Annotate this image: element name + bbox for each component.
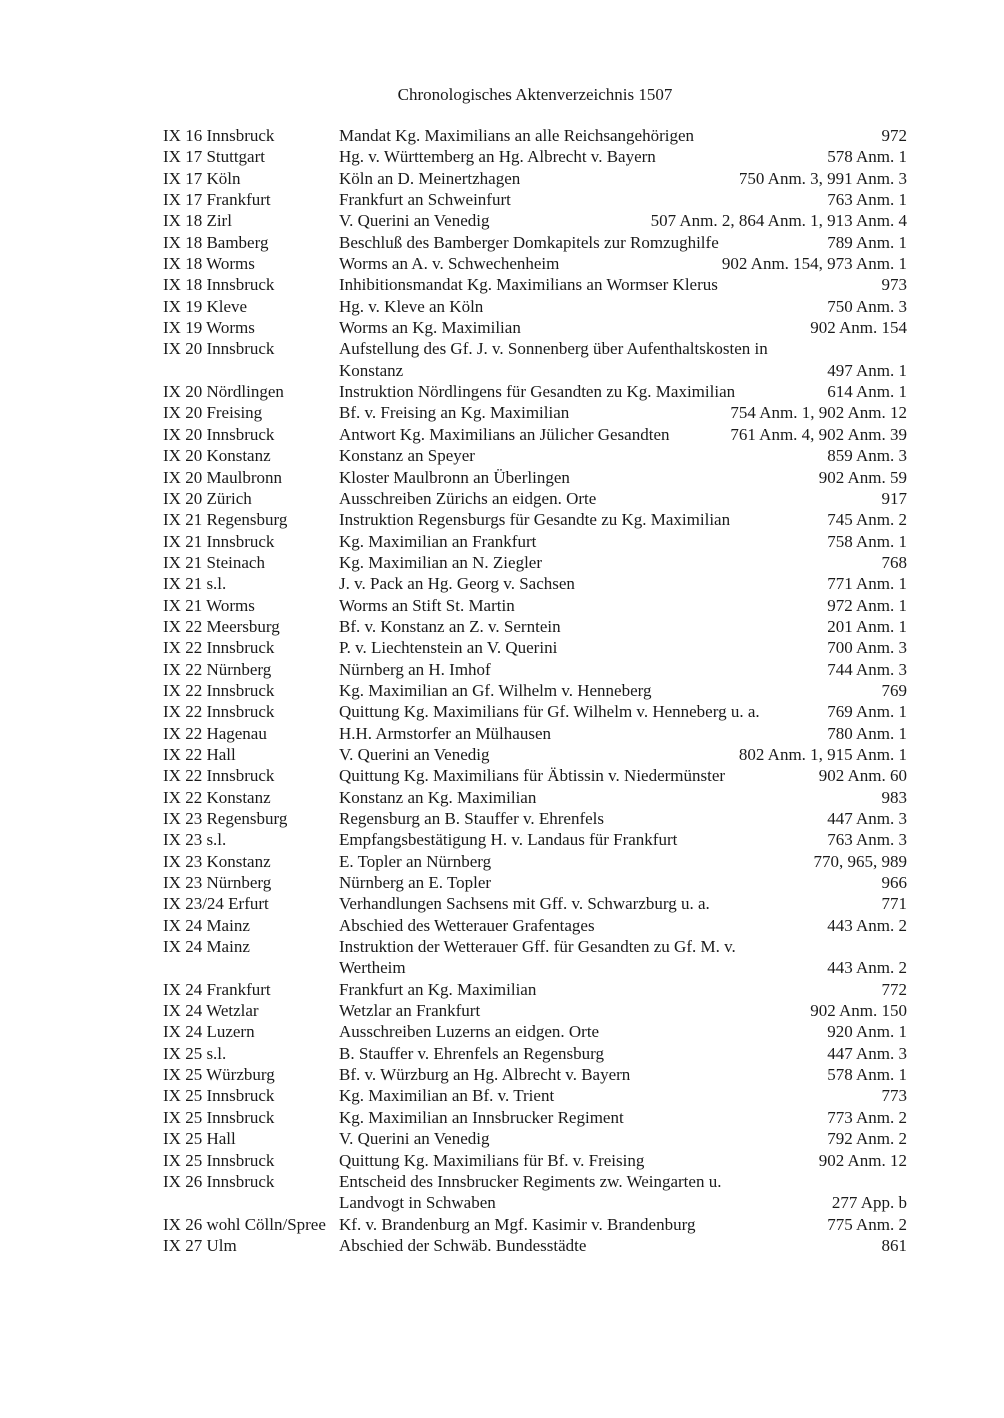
entry-reference: 972 Anm. 1 [827,595,907,615]
entry-reference: 201 Anm. 1 [827,616,907,636]
list-item [163,979,907,1000]
entry-date-place: IX 23 s.l. [163,830,227,850]
entry-date-place: IX 20 Maulbronn [163,467,282,487]
list-item [163,1107,907,1128]
list-item [163,467,907,488]
entry-reference: 745 Anm. 2 [827,510,907,530]
entry-description: Inhibitionsmandat Kg. Maximilians an Wormser Klerus [339,275,718,295]
entry-description: Antwort Kg. Maximilians an Jülicher Gesandten [339,424,670,444]
list-item [163,829,907,850]
list-item [163,936,907,979]
entry-date-place: IX 20 Freising [163,403,263,423]
entry-description: Kg. Maximilian an Bf. v. Trient [339,1086,555,1106]
entry-description: Nürnberg an H. Imhof [339,659,491,679]
list-item [163,402,907,423]
entry-description: Kg. Maximilian an Frankfurt [339,531,537,551]
entry-date-place: IX 20 Nördlingen [163,382,284,402]
entry-description: Instruktion der Wetterauer Gff. für Gesandten zu Gf. M. v. Wertheim [339,937,736,978]
entry-description: Bf. v. Würzburg an Hg. Albrecht v. Bayern [339,1065,631,1085]
entry-reference: 861 [881,1235,908,1255]
list-item [163,552,907,573]
list-item [163,915,907,936]
entry-date-place: IX 25 Innsbruck [163,1086,275,1106]
entry-reference: 770, 965, 989 [813,851,907,871]
entry-date-place: IX 25 s.l. [163,1043,227,1063]
entry-description: V. Querini an Venedig [339,1129,490,1149]
entry-reference: 789 Anm. 1 [827,232,907,252]
list-item [163,338,907,381]
entry-description: V. Querini an Venedig [339,211,490,231]
entry-description: Worms an A. v. Schwechenheim [339,254,560,274]
entry-reference: 973 [881,275,907,295]
entry-description: Worms an Stift St. Martin [339,595,515,615]
entry-date-place: IX 20 Innsbruck [163,339,275,359]
entry-date-place: IX 21 Innsbruck [163,531,275,551]
entry-reference: 902 Anm. 150 [810,1001,907,1021]
entry-date-place: IX 25 Hall [163,1129,236,1149]
entry-description: Abschied des Wetterauer Grafentages [339,915,595,935]
entry-description: Aufstellung des Gf. J. v. Sonnenberg über Aufenthaltskosten in Konstanz [339,339,768,380]
entry-reference: 700 Anm. 3 [827,638,908,658]
entry-date-place: IX 24 Luzern [163,1022,255,1042]
entry-date-place: IX 25 Würzburg [163,1065,275,1085]
entry-date-place: IX 22 Innsbruck [163,766,275,786]
entry-description: Kg. Maximilian an Innsbrucker Regiment [339,1107,624,1127]
entry-date-place: IX 16 Innsbruck [163,126,275,145]
entry-date-place: IX 23 Nürnberg [163,873,272,893]
entry-reference: 920 Anm. 1 [827,1022,908,1042]
list-item [163,723,907,744]
entry-reference: 902 Anm. 12 [818,1150,908,1170]
entry-date-place: IX 22 Konstanz [163,787,271,807]
entry-date-place: IX 18 Zirl [163,211,232,231]
entry-date-place: IX 23 Regensburg [163,809,288,828]
entry-reference: 763 Anm. 1 [827,190,907,210]
entry-description: H.H. Armstorfer an Mülhausen [339,723,551,743]
list-item [163,1214,907,1235]
entry-date-place: IX 17 Köln [163,168,241,188]
entry-description: Wetzlar an Frankfurt [339,1001,481,1021]
entry-date-place: IX 22 Hall [163,744,236,764]
entry-reference: 772 [881,979,908,999]
entry-description: Empfangsbestätigung H. v. Landaus für Frankfurt [339,830,678,850]
entry-reference: 769 Anm. 1 [827,702,907,722]
list-item [163,744,907,765]
entry-description: Quittung Kg. Maximilians für Gf. Wilhelm v. Henneberg u. a. [339,702,760,722]
entry-description: Kg. Maximilian an Gf. Wilhelm v. Henneberg [339,680,652,700]
entry-date-place: IX 19 Worms [163,318,255,338]
list-item [163,1064,907,1085]
entry-date-place: IX 24 Mainz [163,915,250,935]
entry-date-place: IX 21 Steinach [163,552,265,572]
entry-description: Frankfurt an Schweinfurt [339,190,511,210]
entry-description: Entscheid des Innsbrucker Regiments zw. Weingarten u. Landvogt in Schwaben [339,1171,722,1213]
entry-reference: 754 Anm. 1, 902 Anm. 12 [730,403,908,423]
list-item [163,1128,907,1149]
entry-reference: 966 [881,873,907,893]
entry-description: Worms an Kg. Maximilian [339,318,521,338]
entry-date-place: IX 18 Worms [163,254,255,274]
entry-description: Regensburg an B. Stauffer v. Ehrenfels [339,809,605,828]
entry-date-place: IX 20 Konstanz [163,446,271,466]
list-item [163,125,907,146]
list-item [163,1085,907,1106]
entry-reference: 773 Anm. 2 [827,1107,907,1127]
entry-reference: 447 Anm. 3 [827,809,908,828]
entry-reference: 614 Anm. 1 [827,382,907,402]
entry-description: Abschied der Schwäb. Bundesstädte [339,1235,587,1255]
entry-reference: 902 Anm. 60 [818,766,908,786]
entry-date-place: IX 24 Mainz [163,937,250,957]
entry-date-place: IX 20 Zürich [163,488,252,508]
entry-reference: 507 Anm. 2, 864 Anm. 1, 913 Anm. 4 [650,211,907,231]
entry-date-place: IX 23 Konstanz [163,851,271,871]
entry-description: Frankfurt an Kg. Maximilian [339,979,537,999]
entry-reference: 758 Anm. 1 [827,531,908,551]
list-item [163,274,907,295]
entry-reference: 750 Anm. 3, 991 Anm. 3 [738,168,907,188]
entry-reference: 972 [881,126,907,145]
list-item [163,1150,907,1171]
entry-date-place: IX 19 Kleve [163,296,248,316]
entry-reference: 902 Anm. 59 [818,467,907,487]
entry-description: Konstanz an Kg. Maximilian [339,787,537,807]
entry-description: J. v. Pack an Hg. Georg v. Sachsen [339,574,575,594]
entry-reference: 277 App. b [831,1193,907,1213]
entry-reference: 792 Anm. 2 [827,1129,907,1149]
list-item [163,424,907,445]
entry-reference: 780 Anm. 1 [827,723,907,743]
entry-reference: 578 Anm. 1 [827,147,908,167]
entry-description: Nürnberg an E. Topler [339,873,492,893]
entry-date-place: IX 20 Innsbruck [163,424,275,444]
entry-date-place: IX 25 Innsbruck [163,1150,275,1170]
entry-description: B. Stauffer v. Ehrenfels an Regensburg [339,1043,605,1063]
entry-date-place: IX 22 Hagenau [163,723,267,743]
entry-description: Mandat Kg. Maximilians an alle Reichsangehörigen [339,126,695,145]
list-item [163,488,907,509]
list-item [163,808,907,829]
list-item [163,872,907,893]
list-item [163,168,907,189]
entry-reference: 744 Anm. 3 [827,659,907,679]
entry-description: Hg. v. Württemberg an Hg. Albrecht v. Bayern [339,147,656,167]
entry-reference: 443 Anm. 2 [827,958,907,978]
list-item [163,851,907,872]
list-item [163,701,907,722]
entry-description: Beschluß des Bamberger Domkapitels zur Romzughilfe [339,232,719,252]
entry-description: Bf. v. Konstanz an Z. v. Serntein [339,616,561,636]
entry-reference: 768 [881,552,908,572]
entry-reference: 771 Anm. 1 [827,574,908,594]
entry-date-place: IX 23/24 Erfurt [163,894,269,914]
entry-date-place: IX 17 Stuttgart [163,147,265,167]
entry-date-place: IX 21 s.l. [163,574,227,594]
list-item [163,189,907,210]
entry-date-place: IX 22 Innsbruck [163,638,275,658]
entry-date-place: IX 18 Innsbruck [163,275,275,295]
entry-description: Bf. v. Freising an Kg. Maximilian [339,403,570,423]
entry-description: Instruktion Nördlingens für Gesandten zu Kg. Maximilian [339,382,736,402]
entry-description: Instruktion Regensburgs für Gesandte zu Kg. Maximilian [339,510,731,530]
entry-description: Kloster Maulbronn an Überlingen [339,467,570,487]
list-item [163,637,907,658]
entry-reference: 902 Anm. 154, 973 Anm. 1 [721,254,907,274]
entry-reference: 773 [881,1086,907,1106]
list-item [163,765,907,786]
list-item [163,573,907,594]
entry-reference: 775 Anm. 2 [827,1214,907,1234]
entry-description: Verhandlungen Sachsens mit Gff. v. Schwarzburg u. a. [339,894,710,914]
entry-date-place: IX 24 Frankfurt [163,979,271,999]
entry-date-place: IX 26 wohl Cölln/Spree [163,1214,326,1234]
entry-date-place: IX 21 Regensburg [163,510,288,530]
entry-reference: 443 Anm. 2 [827,915,908,935]
entry-reference: 771 [881,894,907,914]
list-item [163,210,907,231]
list-item [163,1043,907,1064]
entry-reference: 802 Anm. 1, 915 Anm. 1 [738,744,907,764]
entry-description: Konstanz an Speyer [339,446,475,466]
list-item [163,1235,907,1256]
entry-date-place: IX 24 Wetzlar [163,1001,259,1021]
list-item [163,146,907,167]
list-item [163,509,907,530]
entry-description: Quittung Kg. Maximilians für Bf. v. Freising [339,1150,645,1170]
entry-date-place: IX 25 Innsbruck [163,1107,275,1127]
entry-reference: 578 Anm. 1 [827,1065,908,1085]
entry-reference: 917 [881,488,907,508]
entry-date-place: IX 18 Bamberg [163,232,269,252]
list-item [163,445,907,466]
entry-reference: 859 Anm. 3 [827,446,907,466]
list-item [163,1021,907,1042]
entry-reference: 750 Anm. 3 [827,296,907,316]
entry-reference: 763 Anm. 3 [827,830,908,850]
list-item [163,232,907,253]
entry-date-place: IX 27 Ulm [163,1235,237,1255]
list-item [163,680,907,701]
list-item [163,1000,907,1021]
list-item [163,381,907,402]
entry-description: Köln an D. Meinertzhagen [339,168,521,188]
entry-description: Quittung Kg. Maximilians für Äbtissin v. Niedermünster [339,766,726,786]
entry-description: E. Topler an Nürnberg [339,851,492,871]
entry-reference: 902 Anm. 154 [810,318,907,338]
entry-date-place: IX 22 Innsbruck [163,702,275,722]
entry-reference: 983 [881,787,908,807]
entry-date-place: IX 22 Nürnberg [163,659,272,679]
entry-date-place: IX 22 Innsbruck [163,680,275,700]
entry-description: Hg. v. Kleve an Köln [339,296,484,316]
entry-description: V. Querini an Venedig [339,744,490,764]
entry-date-place: IX 17 Frankfurt [163,190,271,210]
entry-reference: 769 [881,680,907,700]
page-header: Chronologisches Aktenverzeichnis 1507 [397,85,673,104]
list-item [163,253,907,274]
entry-reference: 447 Anm. 3 [827,1043,908,1063]
entry-date-place: IX 21 Worms [163,595,255,615]
list-item [163,1171,907,1214]
entry-reference: 497 Anm. 1 [827,360,907,380]
entry-description: Ausschreiben Luzerns an eidgen. Orte [339,1022,600,1042]
entry-reference: 761 Anm. 4, 902 Anm. 39 [730,424,907,444]
entry-description: Ausschreiben Zürichs an eidgen. Orte [339,488,597,508]
entry-date-place: IX 26 Innsbruck [163,1171,275,1191]
list-item [163,659,907,680]
list-item [163,787,907,808]
list-item [163,296,907,317]
entry-description: Kf. v. Brandenburg an Mgf. Kasimir v. Brandenburg [339,1214,696,1234]
list-item [163,893,907,914]
list-item [163,595,907,616]
entry-date-place: IX 22 Meersburg [163,616,280,636]
entry-description: Kg. Maximilian an N. Ziegler [339,552,543,572]
list-item [163,531,907,552]
entry-description: P. v. Liechtenstein an V. Querini [339,638,558,658]
entry-list [163,125,907,1256]
list-item [163,616,907,637]
list-item [163,317,907,338]
